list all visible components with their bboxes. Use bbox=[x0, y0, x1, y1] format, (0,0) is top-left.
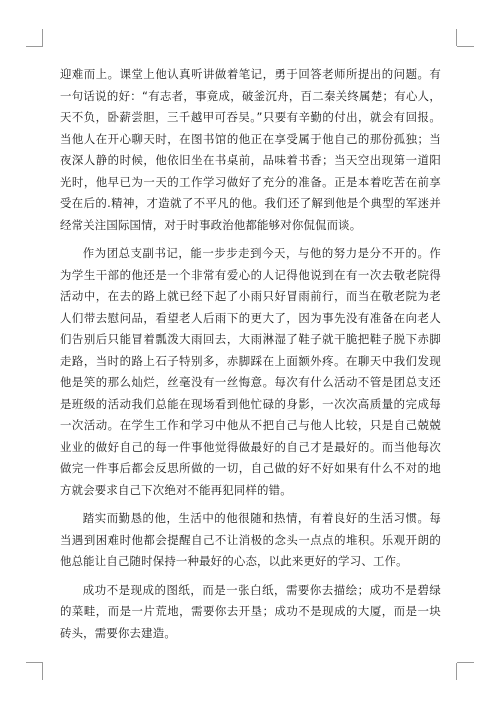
crop-mark-top-right-horizontal bbox=[457, 46, 474, 47]
crop-mark-bottom-left-vertical bbox=[42, 663, 43, 680]
crop-mark-bottom-right-vertical bbox=[456, 663, 457, 680]
paragraph-4: 成功不是现成的图纸，而是一张白纸，需要你去描绘；成功不是碧绿的菜畦，而是一片荒地，需要你去开垦；成功不是现成的大厦，而是一块砖头，需要你去建造。 bbox=[60, 582, 441, 640]
paragraph-1: 迎难而上。课堂上他认真听讲做着笔记，勇于回答老师所提出的问题。有一句话说的好：“有志者，事竟成，破釜沉舟，百二秦关终属楚；有心人，天不负，卧薪尝胆，三千越甲可吞吴。”只要有辛勤的付出，就会有回报。当他人在开心聊天时，在图书馆的他正在享受属于他自己的那份孤独；当夜深人静的时候，他依旧坐在书桌前，品味着书香；当天空出现第一道阳光时，他早已为一天的工作学习做好了充分的准备。正是本着吃苦在前享受在后的.精神，才造就了不平凡的他。我们还了解到他是个典型的军迷并经常关注国际国情，对于时事政治他都能够对你侃侃而谈。 bbox=[60, 67, 441, 232]
crop-mark-bottom-right-horizontal bbox=[457, 662, 474, 663]
crop-mark-bottom-left-horizontal bbox=[26, 662, 43, 663]
crop-mark-top-right-vertical bbox=[456, 29, 457, 46]
crop-mark-top-left-horizontal bbox=[26, 46, 43, 47]
paragraph-3: 踏实而勤恳的他，生活中的他很随和热情，有着良好的生活习惯。每当遇到困难时他都会提醒自己不让消极的念头一点点的堆积。乐观开朗的他总能让自己随时保持一种最好的心态，以此来更好的学习、工作。 bbox=[60, 511, 441, 568]
document-body bbox=[60, 64, 441, 651]
paragraph-2: 作为团总支副书记，能一步步走到今天，与他的努力是分不开的。作为学生干部的他还是一个非常有爱心的人记得他说到在有一次去敬老院得活动中，在去的路上就已经下起了小雨只好冒雨前行，而当在敬老院为老人们带去慰问品，看望老人后雨下的更大了，因为事先没有准备在向老人们告别后只能冒着瓢泼大雨回去，大雨淋湿了鞋子就干脆把鞋子脱下赤脚走路，当时的路上石子特别多，赤脚踩在上面额外疼。在聊天中我们发现他是笑的那么灿烂，丝毫没有一丝悔意。每次有什么活动不管是团总支还是班级的活动我们总能在现场看到他忙碌的身影，一次次高质量的完成每一次活动。在学生工作和学习中他从不把自己与他人比较，只是自己兢兢业业的做好自己的每一件事他觉得做最好的自己才是最好的。而当他每次做完一件事后都会反思所做的一切，自己做的好不好如果有什么不对的地方就会要求自己下次绝对不能再犯同样的错。 bbox=[60, 246, 441, 497]
crop-mark-top-left-vertical bbox=[42, 29, 43, 46]
